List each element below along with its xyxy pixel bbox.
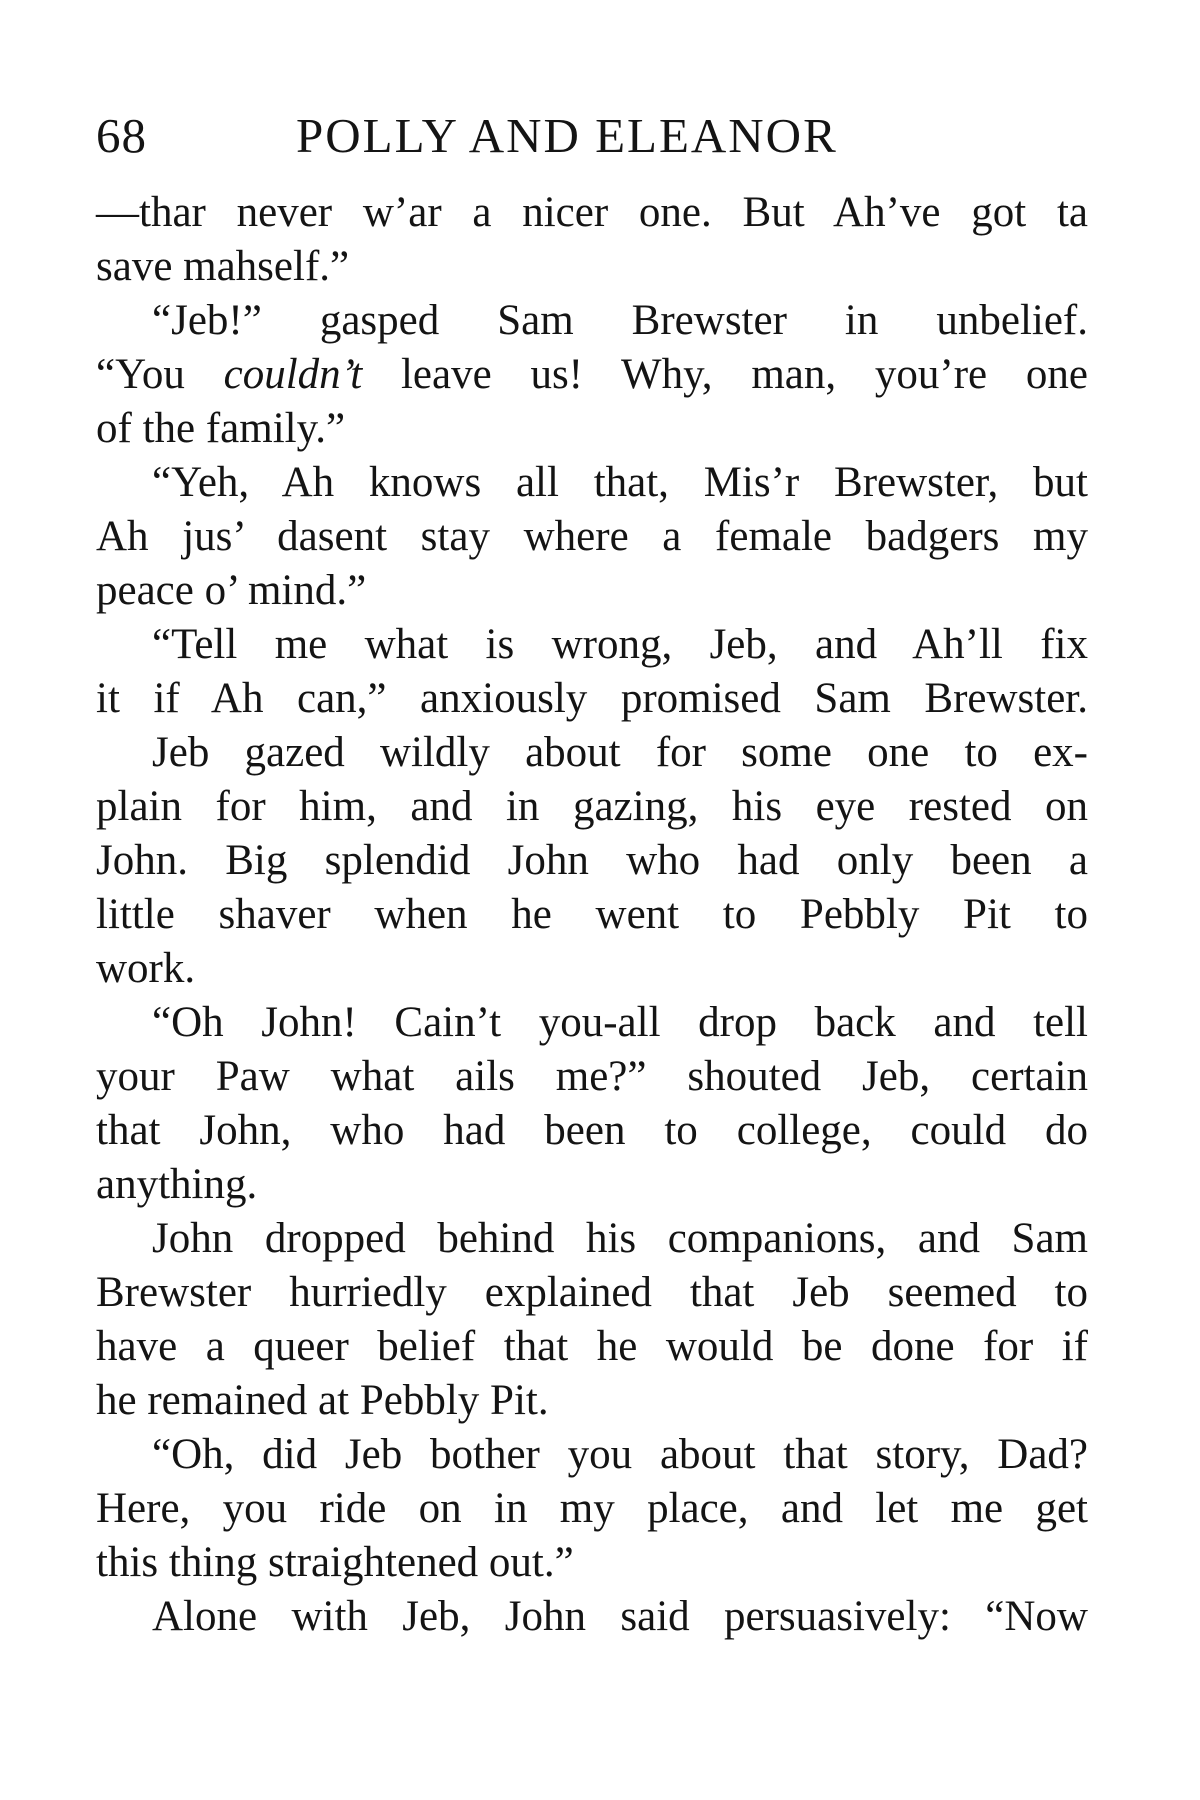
text-line: “Yeh, Ah knows all that, Mis’r Brewster, but <box>152 459 1088 506</box>
text-line: it if Ah can,” anxiously promised Sam Brewster. <box>96 675 1088 722</box>
text-line: plain for him, and in gazing, his eye rested on <box>96 783 1088 830</box>
text-line: John dropped behind his companions, and Sam <box>152 1215 1088 1262</box>
text-line: Brewster hurriedly explained that Jeb seemed to <box>96 1269 1088 1316</box>
page-number: 68 <box>96 108 147 163</box>
text-line: work. <box>96 945 196 992</box>
text-line: “Jeb!” gasped Sam Brewster in unbelief. <box>152 297 1088 344</box>
text-line: “Tell me what is wrong, Jeb, and Ah’ll fix <box>152 621 1088 668</box>
text-line: that John, who had been to college, could do <box>96 1107 1088 1154</box>
text-line: —thar never w’ar a nicer one. But Ah’ve got ta <box>96 189 1088 236</box>
text-line: “Oh, did Jeb bother you about that story, Dad? <box>152 1431 1088 1478</box>
text-line: little shaver when he went to Pebbly Pit to <box>96 891 1088 938</box>
text-line: your Paw what ails me?” shouted Jeb, certain <box>96 1053 1088 1100</box>
text-line: peace o’ mind.” <box>96 567 367 614</box>
text-line: Here, you ride on in my place, and let me get <box>96 1485 1088 1532</box>
text-segment: leave us! Why, man, you’re one <box>362 351 1088 398</box>
running-title: POLLY AND ELEANOR <box>296 108 838 163</box>
text-line: of the family.” <box>96 405 346 452</box>
text-segment: “You <box>96 351 224 398</box>
text-line: save mahself.” <box>96 243 350 290</box>
text-line: anything. <box>96 1161 258 1208</box>
text-line: have a queer belief that he would be done for if <box>96 1323 1088 1370</box>
text-line: Ah jus’ dasent stay where a female badgers my <box>96 513 1088 560</box>
body-text <box>96 186 1088 1644</box>
text-line: this thing straightened out.” <box>96 1539 574 1586</box>
text-line: Alone with Jeb, John said persuasively: “Now <box>152 1593 1088 1640</box>
text-line: John. Big splendid John who had only been a <box>96 837 1088 884</box>
text-line: “Oh John! Cain’t you-all drop back and tell <box>152 999 1088 1046</box>
text-line: he remained at Pebbly Pit. <box>96 1377 549 1424</box>
text-line <box>96 348 1088 402</box>
text-line: Jeb gazed wildly about for some one to ex- <box>152 729 1088 776</box>
emphasis-text: couldn’t <box>223 351 363 398</box>
running-head <box>96 104 1096 168</box>
